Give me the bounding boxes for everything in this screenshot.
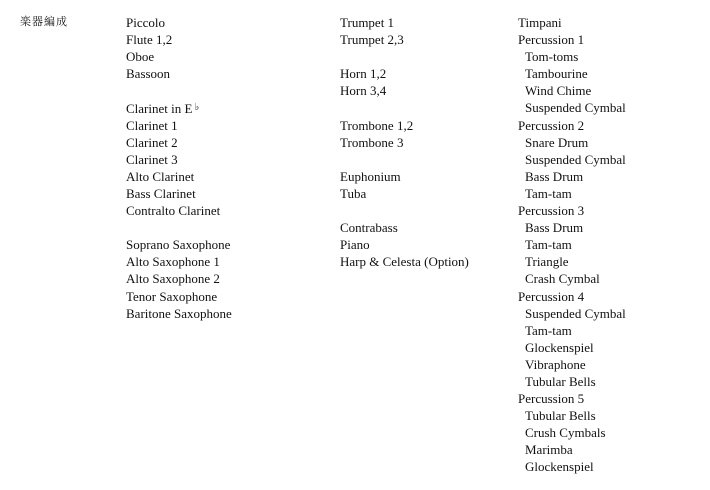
instrument-name: Tuba — [340, 185, 367, 201]
instrument-name: Marimba — [525, 442, 573, 458]
instrument-item — [518, 99, 626, 116]
instrument-name: Clarinet 2 — [126, 134, 178, 150]
instrument-item — [126, 202, 232, 219]
instrument-name: Trumpet 1 — [340, 15, 395, 30]
instrument-name: Contrabass — [340, 220, 398, 236]
instrument-item — [340, 236, 469, 253]
instrument-name: Clarinet 1 — [126, 117, 178, 133]
instrument-item — [518, 236, 626, 253]
instrument-item — [126, 253, 232, 270]
instrument-name: Wind Chime — [525, 83, 592, 99]
instrument-item — [518, 82, 626, 99]
instrument-name: Tubular Bells — [525, 373, 596, 389]
instrument-name: Glockenspiel — [525, 459, 594, 475]
instrument-name: Bass Drum — [525, 220, 584, 236]
instrument-name: Horn 3,4 — [340, 83, 387, 99]
instrument-name: Tambourine — [525, 66, 588, 82]
instrument-name: Tam-tam — [525, 237, 572, 253]
instrument-item — [518, 253, 626, 270]
instrument-name: Trombone 3 — [340, 134, 404, 150]
instrument-name: Suspended Cymbal — [525, 100, 626, 116]
instrument-item — [518, 305, 626, 322]
instrument-name: Baritone Saxophone — [126, 305, 232, 321]
instrument-item — [518, 288, 626, 305]
instrument-column-brass-strings — [340, 14, 469, 270]
instrument-item — [126, 151, 232, 168]
instrument-name: Percussion 1 — [518, 32, 585, 48]
instrument-column-percussion — [518, 14, 626, 476]
blank-line — [340, 151, 469, 168]
instrument-item — [340, 117, 469, 134]
instrument-item — [340, 168, 469, 185]
instrument-item — [518, 151, 626, 168]
instrument-name: Glockenspiel — [525, 339, 594, 355]
instrument-name: Harp & Celesta (Option) — [340, 254, 469, 270]
instrument-name: Suspended Cymbal — [525, 305, 626, 321]
instrument-name: Tubular Bells — [525, 408, 596, 424]
instrument-item — [126, 185, 232, 202]
instrument-name: Alto Saxophone 2 — [126, 271, 220, 287]
instrument-item — [518, 339, 626, 356]
instrument-name: Bass Clarinet — [126, 185, 196, 201]
instrument-item — [518, 373, 626, 390]
instrument-item — [518, 14, 626, 31]
instrument-item — [126, 168, 232, 185]
instrument-name: Suspended Cymbal — [525, 151, 626, 167]
instrument-name: Crush Cymbals — [525, 425, 606, 441]
instrument-item — [126, 288, 232, 305]
instrument-name: Trumpet 2,3 — [340, 32, 404, 48]
instrument-item — [126, 236, 232, 253]
instrument-item — [126, 65, 232, 82]
instrument-item — [518, 117, 626, 134]
instrument-name: Clarinet 3 — [126, 151, 178, 167]
blank-line — [126, 219, 232, 236]
instrumentation-heading: 楽器編成 — [20, 15, 68, 28]
instrument-name: Alto Saxophone 1 — [126, 254, 220, 270]
instrument-name: Timpani — [518, 15, 562, 30]
instrument-name: Bass Drum — [525, 168, 584, 184]
instrument-item — [518, 441, 626, 458]
instrument-name: Tam-tam — [525, 185, 572, 201]
instrument-item — [126, 270, 232, 287]
blank-line — [126, 82, 232, 99]
instrument-item — [126, 48, 232, 65]
instrument-item — [340, 134, 469, 151]
instrument-item — [126, 31, 232, 48]
instrument-item — [518, 202, 626, 219]
instrument-name: Percussion 2 — [518, 117, 585, 133]
instrument-name: Piccolo — [126, 15, 165, 30]
instrument-name: Tom-toms — [525, 49, 579, 65]
instrument-item — [340, 253, 469, 270]
flat-symbol: ♭ — [194, 102, 200, 114]
instrument-name: Alto Clarinet — [126, 168, 195, 184]
instrument-name: Contralto Clarinet — [126, 203, 221, 219]
instrument-name: Horn 1,2 — [340, 66, 387, 82]
instrument-name: Oboe — [126, 49, 155, 65]
blank-line — [340, 99, 469, 116]
instrument-name: Crash Cymbal — [525, 271, 600, 287]
instrument-item — [518, 134, 626, 151]
instrument-item — [340, 219, 469, 236]
instrument-item — [340, 65, 469, 82]
blank-line — [340, 48, 469, 65]
instrument-item — [126, 99, 232, 116]
instrument-name: Piano — [340, 237, 370, 253]
instrument-item — [126, 14, 232, 31]
instrument-item — [518, 48, 626, 65]
instrument-name: Flute 1,2 — [126, 32, 173, 48]
instrument-item — [518, 390, 626, 407]
instrument-item — [126, 134, 232, 151]
instrument-item — [518, 356, 626, 373]
instrument-column-woodwinds — [126, 14, 232, 322]
instrument-item — [518, 424, 626, 441]
instrument-name: Soprano Saxophone — [126, 237, 231, 253]
instrument-item — [518, 458, 626, 475]
instrument-name: Percussion 3 — [518, 203, 585, 219]
instrument-name: Clarinet in E — [126, 101, 193, 117]
instrument-name: Triangle — [525, 254, 569, 270]
instrument-name: Percussion 5 — [518, 391, 585, 407]
instrument-item — [518, 322, 626, 339]
instrument-name: Percussion 4 — [518, 288, 585, 304]
instrument-item — [340, 185, 469, 202]
instrument-item — [518, 168, 626, 185]
instrument-item — [126, 117, 232, 134]
instrument-name: Vibraphone — [525, 356, 586, 372]
instrument-item — [518, 65, 626, 82]
instrument-item — [340, 14, 469, 31]
instrument-item — [518, 219, 626, 236]
instrument-name: Trombone 1,2 — [340, 117, 414, 133]
instrument-name: Snare Drum — [525, 134, 589, 150]
instrument-name: Tam-tam — [525, 322, 572, 338]
instrument-item — [340, 31, 469, 48]
instrument-name: Euphonium — [340, 168, 401, 184]
instrument-name: Bassoon — [126, 66, 171, 82]
blank-line — [340, 202, 469, 219]
instrument-item — [518, 270, 626, 287]
instrument-name: Tenor Saxophone — [126, 288, 218, 304]
instrument-item — [518, 185, 626, 202]
instrument-item — [340, 82, 469, 99]
instrument-item — [518, 31, 626, 48]
instrument-item — [126, 305, 232, 322]
instrument-item — [518, 407, 626, 424]
